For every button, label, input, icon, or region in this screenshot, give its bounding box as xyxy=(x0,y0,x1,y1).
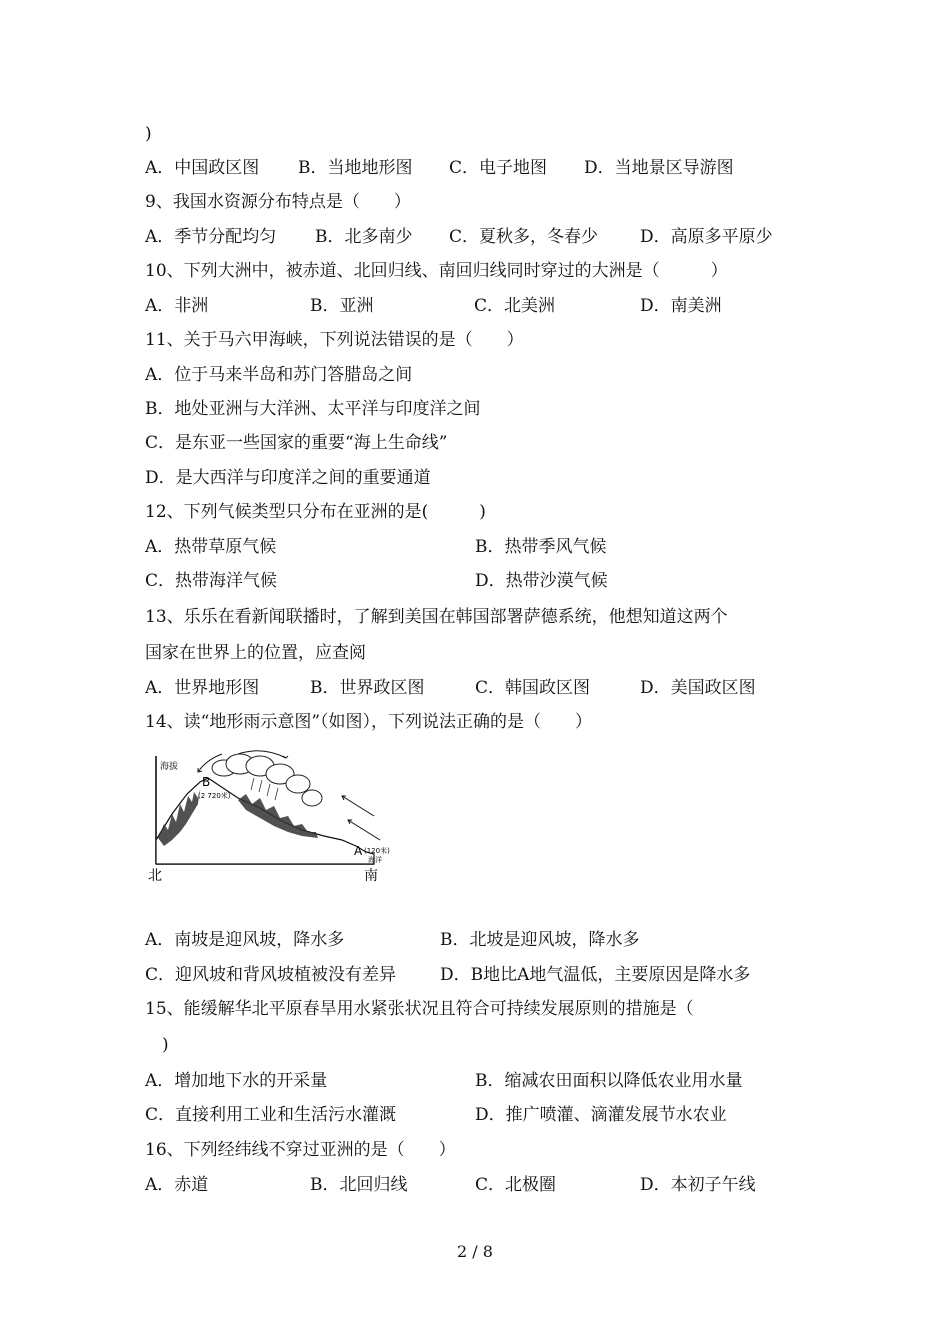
q11-option-d[interactable]: D．是大西洋与印度洋之间的重要通道 xyxy=(145,468,431,488)
q15-option-c[interactable]: C．直接利用工业和生活污水灌溉 xyxy=(145,1105,397,1125)
mountain-profile xyxy=(156,778,374,864)
q11-option-c[interactable]: C．是东亚一些国家的重要“海上生命线” xyxy=(145,433,448,453)
q13-option-d[interactable]: D．美国政区图 xyxy=(640,678,756,698)
q16-option-a[interactable]: A．赤道 xyxy=(145,1175,209,1195)
q9-option-c[interactable]: C．夏秋多，冬春少 xyxy=(449,227,599,247)
orographic-rain-diagram xyxy=(142,744,402,884)
altitude-label: 海拔 xyxy=(160,762,179,772)
q10-stem: 10、下列大洲中，被赤道、北回归线、南回归线同时穿过的大洲是（ ） xyxy=(145,261,728,281)
q15-option-d[interactable]: D．推广喷灌、滴灌发展节水农业 xyxy=(475,1105,727,1125)
south-label: 南 xyxy=(364,868,378,884)
q10-option-c[interactable]: C．北美洲 xyxy=(474,296,556,316)
q14-stem: 14、读“地形雨示意图”（如图），下列说法正确的是（ ） xyxy=(145,712,593,732)
q14-option-d[interactable]: D．B地比A地气温低，主要原因是降水多 xyxy=(440,965,751,985)
point-b-label: B xyxy=(202,775,211,789)
q13-option-b[interactable]: B．世界政区图 xyxy=(310,678,425,698)
q15-stem-line1: 15、能缓解华北平原春旱用水紧张状况且符合可持续发展原则的措施是（ xyxy=(145,999,694,1019)
q15-stem-line2: ) xyxy=(145,1035,169,1055)
q10-option-a[interactable]: A．非洲 xyxy=(145,296,209,316)
q12-option-b[interactable]: B．热带季风气候 xyxy=(475,537,607,557)
q16-option-d[interactable]: D．本初子午线 xyxy=(640,1175,756,1195)
q9-option-b[interactable]: B．北多南少 xyxy=(315,227,413,247)
q14-option-c[interactable]: C．迎风坡和背风坡植被没有差异 xyxy=(145,965,397,985)
q15-option-a[interactable]: A．增加地下水的开采量 xyxy=(145,1071,328,1091)
q13-option-a[interactable]: A．世界地形图 xyxy=(145,678,260,698)
q16-option-c[interactable]: C．北极圈 xyxy=(475,1175,557,1195)
q10-option-b[interactable]: B．亚洲 xyxy=(310,296,374,316)
page-number: 2 / 8 xyxy=(457,1242,493,1261)
point-a-height: (120米) xyxy=(364,847,390,855)
point-b-height: (2 720米) xyxy=(198,792,231,800)
q12-option-c[interactable]: C．热带海洋气候 xyxy=(145,571,278,591)
q14-option-b[interactable]: B．北坡是迎风坡，降水多 xyxy=(440,930,640,950)
q8-stem-end: ) xyxy=(145,124,152,144)
q13-option-c[interactable]: C．韩国政区图 xyxy=(475,678,591,698)
q8-option-c[interactable]: C．电子地图 xyxy=(449,158,548,178)
q10-option-d[interactable]: D．南美洲 xyxy=(640,296,722,316)
q8-option-a[interactable]: A．中国政区图 xyxy=(145,158,260,178)
q8-option-b[interactable]: B．当地地形图 xyxy=(298,158,413,178)
q9-stem: 9、我国水资源分布特点是（ ） xyxy=(145,192,411,212)
q8-option-d[interactable]: D．当地景区导游图 xyxy=(584,158,734,178)
q15-option-b[interactable]: B．缩减农田面积以降低农业用水量 xyxy=(475,1071,743,1091)
q16-option-b[interactable]: B．北回归线 xyxy=(310,1175,408,1195)
q9-option-d[interactable]: D．高原多平原少 xyxy=(640,227,773,247)
q16-stem: 16、下列经纬线不穿过亚洲的是（ ） xyxy=(145,1140,456,1160)
q12-option-a[interactable]: A．热带草原气候 xyxy=(145,537,277,557)
q11-stem: 11、关于马六甲海峡，下列说法错误的是（ ） xyxy=(145,330,524,350)
q13-stem-line1: 13、乐乐在看新闻联播时，了解到美国在韩国部署萨德系统，他想知道这两个 xyxy=(145,607,728,627)
sea-label: 海洋 xyxy=(368,856,382,864)
q12-stem: 12、下列气候类型只分布在亚洲的是( ) xyxy=(145,502,486,522)
q11-option-b[interactable]: B．地处亚洲与大洋洲、太平洋与印度洋之间 xyxy=(145,399,481,419)
point-a-label: A xyxy=(354,844,363,858)
north-label: 北 xyxy=(148,868,162,884)
q14-option-a[interactable]: A．南坡是迎风坡，降水多 xyxy=(145,930,345,950)
q9-option-a[interactable]: A．季节分配均匀 xyxy=(145,227,277,247)
q13-stem-line2: 国家在世界上的位置，应查阅 xyxy=(145,643,366,663)
q11-option-a[interactable]: A．位于马来半岛和苏门答腊岛之间 xyxy=(145,365,413,385)
q12-option-d[interactable]: D．热带沙漠气候 xyxy=(475,571,608,591)
